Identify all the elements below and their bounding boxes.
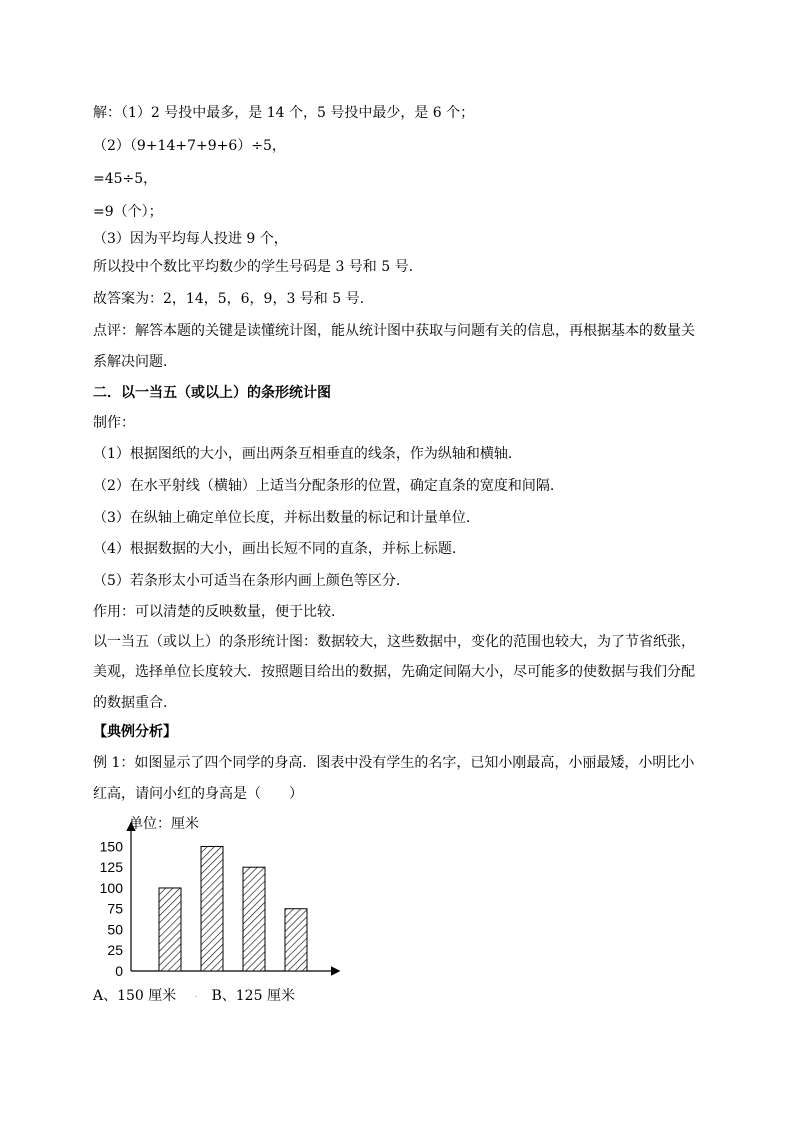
bar — [285, 909, 307, 971]
solution-line-1: 解：（1）2 号投中最多，是 14 个，5 号投中最少，是 6 个； — [93, 105, 475, 121]
y-tick-label: 75 — [107, 900, 123, 917]
making-label: 制作： — [93, 415, 135, 431]
section-heading: 二．以一当五（或以上）的条形统计图 — [93, 385, 331, 401]
unit-label: 单位：厘米 — [129, 815, 199, 831]
example-line-2: 红高，请问小红的身高是（ ） — [93, 786, 303, 802]
function-line: 作用：可以清楚的反映数量，便于比较. — [93, 604, 336, 620]
height-bar-chart — [93, 812, 343, 982]
solution-line-3: =45÷5， — [93, 171, 158, 187]
step-3: （3）在纵轴上确定单位长度，并标出数量的标记和计量单位. — [93, 510, 471, 526]
solution-line-5: （3）因为平均每人投进 9 个， — [93, 231, 288, 247]
step-4: （4）根据数据的大小，画出长短不同的直条，并标上标题. — [93, 541, 457, 557]
explain-line-2: 美观，选择单位长度较大．按照题目给出的数据，先确定间隔大小，尽可能多的使数据与我们分配 — [93, 664, 695, 680]
step-2: （2）在水平射线（横轴）上适当分配条形的位置，确定直条的宽度和间隔. — [93, 478, 555, 494]
y-tick-label: 50 — [107, 921, 123, 938]
y-tick-label: 125 — [99, 859, 123, 876]
y-tick-label: 150 — [99, 838, 123, 855]
step-1: （1）根据图纸的大小，画出两条互相垂直的线条，作为纵轴和横轴. — [93, 446, 513, 462]
comment-line-1: 点评：解答本题的关键是读懂统计图，能从统计图中获取与问题有关的信息，再根据基本的数量关 — [93, 323, 695, 339]
solution-line-4: =9（个）； — [93, 204, 163, 220]
example-line-1: 例 1：如图显示了四个同学的身高．图表中没有学生的名字，已知小刚最高，小丽最矮，小明比小 — [93, 755, 695, 771]
solution-line-6: 所以投中个数比平均数少的学生号码是 3 号和 5 号. — [93, 259, 414, 275]
explain-line-3: 的数据重合. — [93, 695, 168, 711]
comment-line-2: 系解决问题. — [93, 354, 168, 370]
bar — [201, 846, 223, 971]
bar — [159, 888, 181, 971]
explain-line-1: 以一当五（或以上）的条形统计图：数据较大，这些数据中，变化的范围也较大，为了节省纸张， — [93, 634, 695, 650]
example-heading: 【典例分析】 — [93, 724, 177, 740]
solution-line-2: （2）（9+14+7+9+6）÷5， — [93, 138, 286, 154]
bar — [243, 867, 265, 971]
answer-line: 故答案为：2，14，5，6，9，3 号和 5 号. — [93, 291, 365, 307]
option-b[interactable]: B、125 厘米 — [211, 988, 295, 1004]
y-tick-label: 0 — [115, 963, 123, 979]
step-5: （5）若条形太小可适当在条形内画上颜色等区分. — [93, 573, 401, 589]
option-separator-dot: · — [194, 992, 198, 1003]
y-tick-label: 100 — [99, 879, 123, 896]
answer-options — [93, 987, 295, 1007]
option-a[interactable]: A、150 厘米 — [93, 988, 177, 1004]
y-tick-label: 25 — [107, 942, 123, 959]
